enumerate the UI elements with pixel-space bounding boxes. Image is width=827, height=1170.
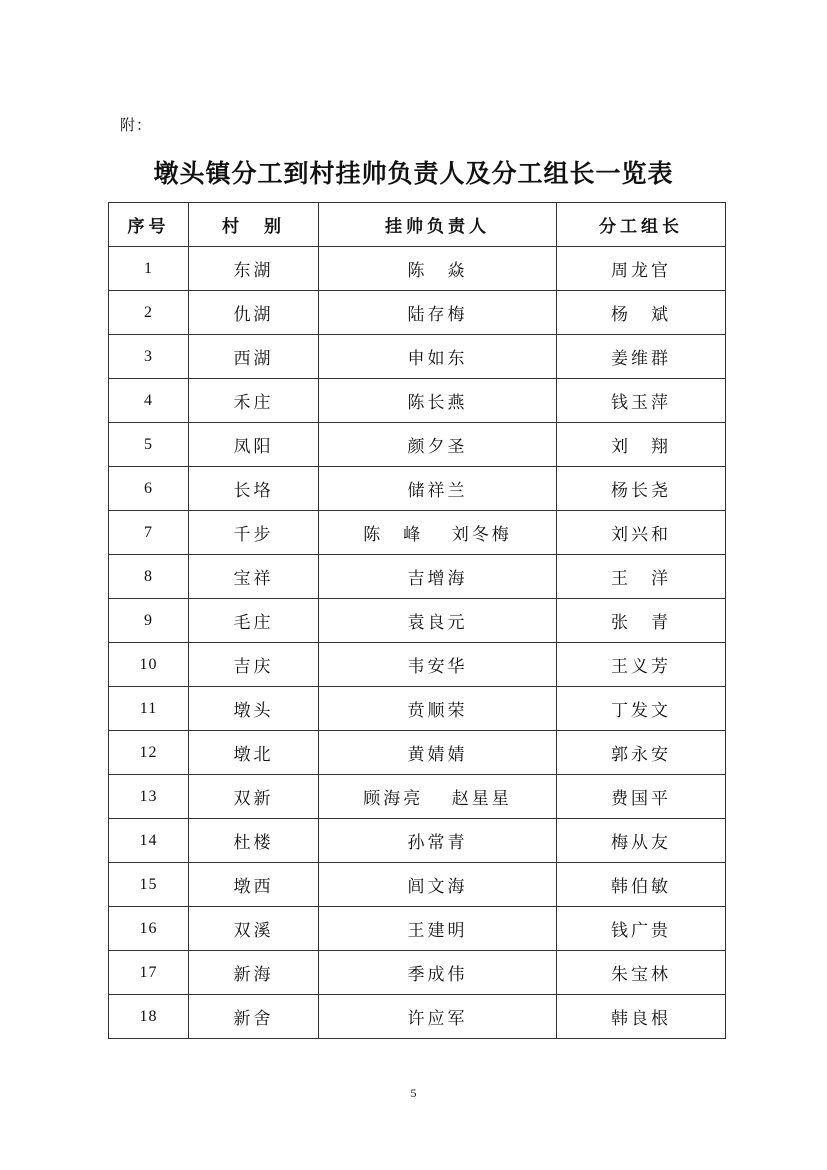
- cell-leader: 贲顺荣: [319, 687, 557, 731]
- cell-group-head: 姜维群: [557, 335, 726, 379]
- table-row: [109, 379, 726, 423]
- cell-village: 宝祥: [189, 555, 319, 599]
- attachment-label: 附：: [120, 116, 153, 134]
- cell-group-head: 朱宝林: [557, 951, 726, 995]
- cell-leader: 吉增海: [319, 555, 557, 599]
- cell-village: 墩西: [189, 863, 319, 907]
- cell-group-head: 张 青: [557, 599, 726, 643]
- cell-group-head: 郭永安: [557, 731, 726, 775]
- cell-group-head: 杨 斌: [557, 291, 726, 335]
- cell-group-head: 周龙官: [557, 247, 726, 291]
- cell-seq-no: 12: [109, 731, 189, 775]
- cell-leader: 闾文海: [319, 863, 557, 907]
- cell-seq-no: 4: [109, 379, 189, 423]
- table-row: [109, 907, 726, 951]
- table-row: [109, 995, 726, 1039]
- document-title: 墩头镇分工到村挂帅负责人及分工组长一览表: [153, 159, 674, 188]
- cell-leader: 陈 焱: [319, 247, 557, 291]
- header-leader: 挂帅负责人: [319, 203, 557, 247]
- cell-leader: 顾海亮 赵星星: [319, 775, 557, 819]
- cell-leader: 颜夕圣: [319, 423, 557, 467]
- cell-village: 新海: [189, 951, 319, 995]
- cell-leader: 黄婧婧: [319, 731, 557, 775]
- cell-group-head: 钱玉萍: [557, 379, 726, 423]
- cell-group-head: 王义芳: [557, 643, 726, 687]
- cell-seq-no: 13: [109, 775, 189, 819]
- page-number: 5: [410, 1086, 417, 1100]
- cell-seq-no: 16: [109, 907, 189, 951]
- cell-leader: 韦安华: [319, 643, 557, 687]
- cell-group-head: 韩良根: [557, 995, 726, 1039]
- cell-village: 双溪: [189, 907, 319, 951]
- cell-leader: 许应军: [319, 995, 557, 1039]
- table-row: [109, 863, 726, 907]
- cell-village: 杜楼: [189, 819, 319, 863]
- cell-village: 千步: [189, 511, 319, 555]
- cell-village: 长垎: [189, 467, 319, 511]
- cell-leader: 申如东: [319, 335, 557, 379]
- cell-village: 墩北: [189, 731, 319, 775]
- cell-seq-no: 2: [109, 291, 189, 335]
- header-seq-no: 序号: [109, 203, 189, 247]
- cell-seq-no: 5: [109, 423, 189, 467]
- cell-group-head: 钱广贵: [557, 907, 726, 951]
- cell-village: 仇湖: [189, 291, 319, 335]
- table-header: [109, 203, 726, 247]
- table-row: [109, 291, 726, 335]
- cell-leader: 陈长燕: [319, 379, 557, 423]
- cell-leader: 储祥兰: [319, 467, 557, 511]
- cell-village: 毛庄: [189, 599, 319, 643]
- table-row: [109, 247, 726, 291]
- table-row: [109, 951, 726, 995]
- table-row: [109, 687, 726, 731]
- table-row: [109, 819, 726, 863]
- cell-group-head: 杨长尧: [557, 467, 726, 511]
- cell-seq-no: 11: [109, 687, 189, 731]
- cell-village: 凤阳: [189, 423, 319, 467]
- cell-leader: 季成伟: [319, 951, 557, 995]
- table-row: [109, 643, 726, 687]
- cell-leader: 陈 峰 刘冬梅: [319, 511, 557, 555]
- cell-leader: 袁良元: [319, 599, 557, 643]
- cell-village: 墩头: [189, 687, 319, 731]
- table-body: [109, 247, 726, 1039]
- cell-leader: 陆存梅: [319, 291, 557, 335]
- cell-leader: 孙常青: [319, 819, 557, 863]
- header-row: [109, 203, 726, 247]
- cell-group-head: 刘 翔: [557, 423, 726, 467]
- cell-village: 东湖: [189, 247, 319, 291]
- table-row: [109, 775, 726, 819]
- cell-village: 双新: [189, 775, 319, 819]
- cell-seq-no: 3: [109, 335, 189, 379]
- table-row: [109, 599, 726, 643]
- table-row: [109, 467, 726, 511]
- cell-seq-no: 17: [109, 951, 189, 995]
- cell-village: 吉庆: [189, 643, 319, 687]
- cell-village: 新舍: [189, 995, 319, 1039]
- cell-seq-no: 10: [109, 643, 189, 687]
- table-row: [109, 335, 726, 379]
- cell-seq-no: 18: [109, 995, 189, 1039]
- cell-seq-no: 1: [109, 247, 189, 291]
- cell-group-head: 王 洋: [557, 555, 726, 599]
- cell-village: 西湖: [189, 335, 319, 379]
- cell-seq-no: 15: [109, 863, 189, 907]
- cell-seq-no: 14: [109, 819, 189, 863]
- cell-seq-no: 9: [109, 599, 189, 643]
- cell-group-head: 费国平: [557, 775, 726, 819]
- header-village: 村 别: [189, 203, 319, 247]
- cell-seq-no: 7: [109, 511, 189, 555]
- cell-village: 禾庄: [189, 379, 319, 423]
- table-row: [109, 555, 726, 599]
- table-row: [109, 731, 726, 775]
- cell-seq-no: 6: [109, 467, 189, 511]
- cell-group-head: 丁发文: [557, 687, 726, 731]
- table-row: [109, 423, 726, 467]
- cell-group-head: 梅从友: [557, 819, 726, 863]
- assignment-table: [108, 202, 726, 1039]
- table-row: [109, 511, 726, 555]
- cell-seq-no: 8: [109, 555, 189, 599]
- cell-group-head: 韩伯敏: [557, 863, 726, 907]
- cell-group-head: 刘兴和: [557, 511, 726, 555]
- cell-leader: 王建明: [319, 907, 557, 951]
- header-group-head: 分工组长: [557, 203, 726, 247]
